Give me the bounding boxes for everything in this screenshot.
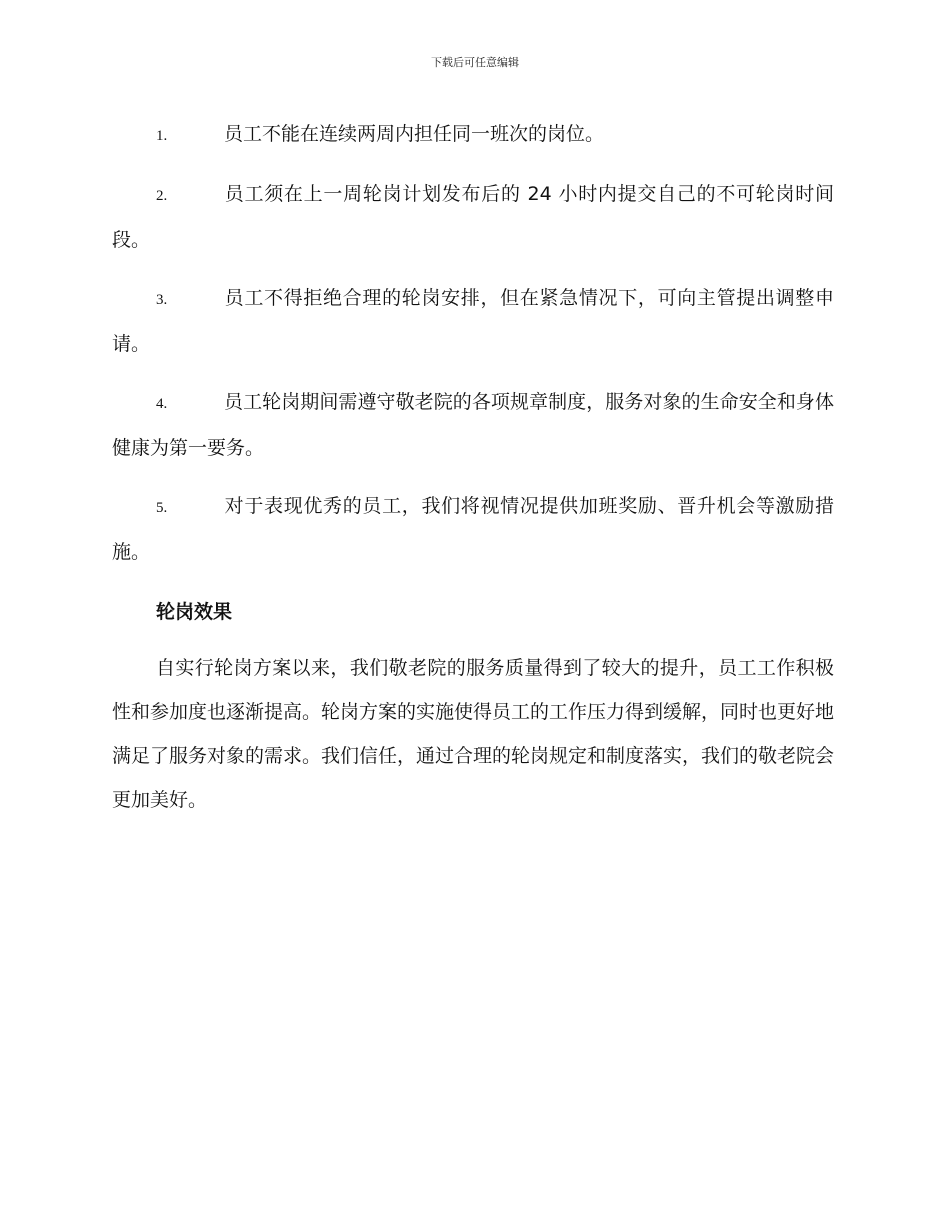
rule-text: 员工轮岗期间需遵守敬老院的各项规章制度，服务对象的生命安全和身体健康为第一要务。 [112,391,834,459]
rule-text: 对于表现优秀的员工，我们将视情况提供加班奖励、晋升机会等激励措施。 [112,495,834,563]
document-body [112,112,834,822]
rule-number: 5. [156,500,168,516]
rule-item-5 [112,484,834,574]
rule-number: 4. [156,396,168,412]
rule-item-1 [112,112,834,158]
rule-number: 1. [156,128,168,144]
rule-number: 2. [156,188,168,204]
rule-item-3 [112,276,834,366]
rule-item-4 [112,380,834,470]
rule-text: 员工须在上一周轮岗计划发布后的 24 小时内提交自己的不可轮岗时间段。 [112,183,834,251]
section-paragraph: 自实行轮岗方案以来，我们敬老院的服务质量得到了较大的提升，员工工作积极性和参加度也逐渐提高。轮岗方案的实施使得员工的工作压力得到缓解，同时也更好地满足了服务对象的需求。我们信任，通过合理的轮岗规定和制度落实，我们的敬老院会更加美好。 [112,657,835,811]
rule-text: 员工不得拒绝合理的轮岗安排，但在紧急情况下，可向主管提出调整申请。 [112,287,834,355]
section-title: 轮岗效果 [156,601,233,623]
rule-text: 员工不能在连续两周内担任同一班次的岗位。 [224,123,605,145]
rule-number: 3. [156,292,168,308]
header-note: 下载后可任意编辑 [431,56,519,69]
rule-item-2 [112,172,834,262]
